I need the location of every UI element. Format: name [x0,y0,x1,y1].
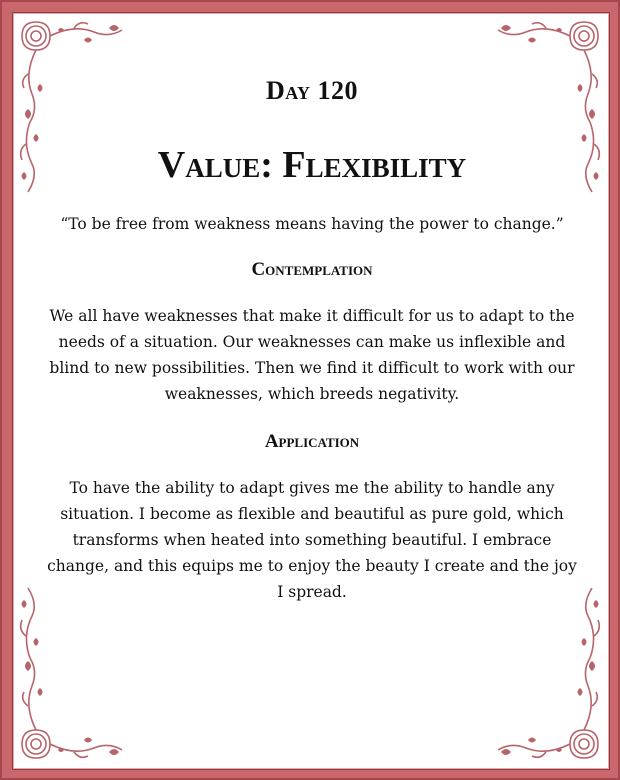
contemplation-text: We all have weaknesses that make it difficult for us to adapt to the needs of a situation. Our weaknesses can make us inflexible and blind to new possibilities. Then we find it difficult to work with our weaknesses, which breeds negativity. [49,307,575,403]
corner-ornament-icon [14,581,129,766]
contemplation-heading: Contemplation [251,259,373,280]
corner-ornament-icon [491,581,606,766]
application-text: To have the ability to adapt gives me the ability to handle any situation. I become as flexible and beautiful as pure gold, which transforms when heated into something beautiful. I embrace change, and this equips me to enjoy the beauty I create and the joy I spread. [47,479,577,601]
page-content [42,74,582,605]
quote-text: “To be free from weakness means having the power to change.” [60,215,564,233]
application-heading: Application [264,431,360,452]
page-title: Value: Flexibility [157,144,467,186]
day-heading: Day 120 [265,76,359,105]
